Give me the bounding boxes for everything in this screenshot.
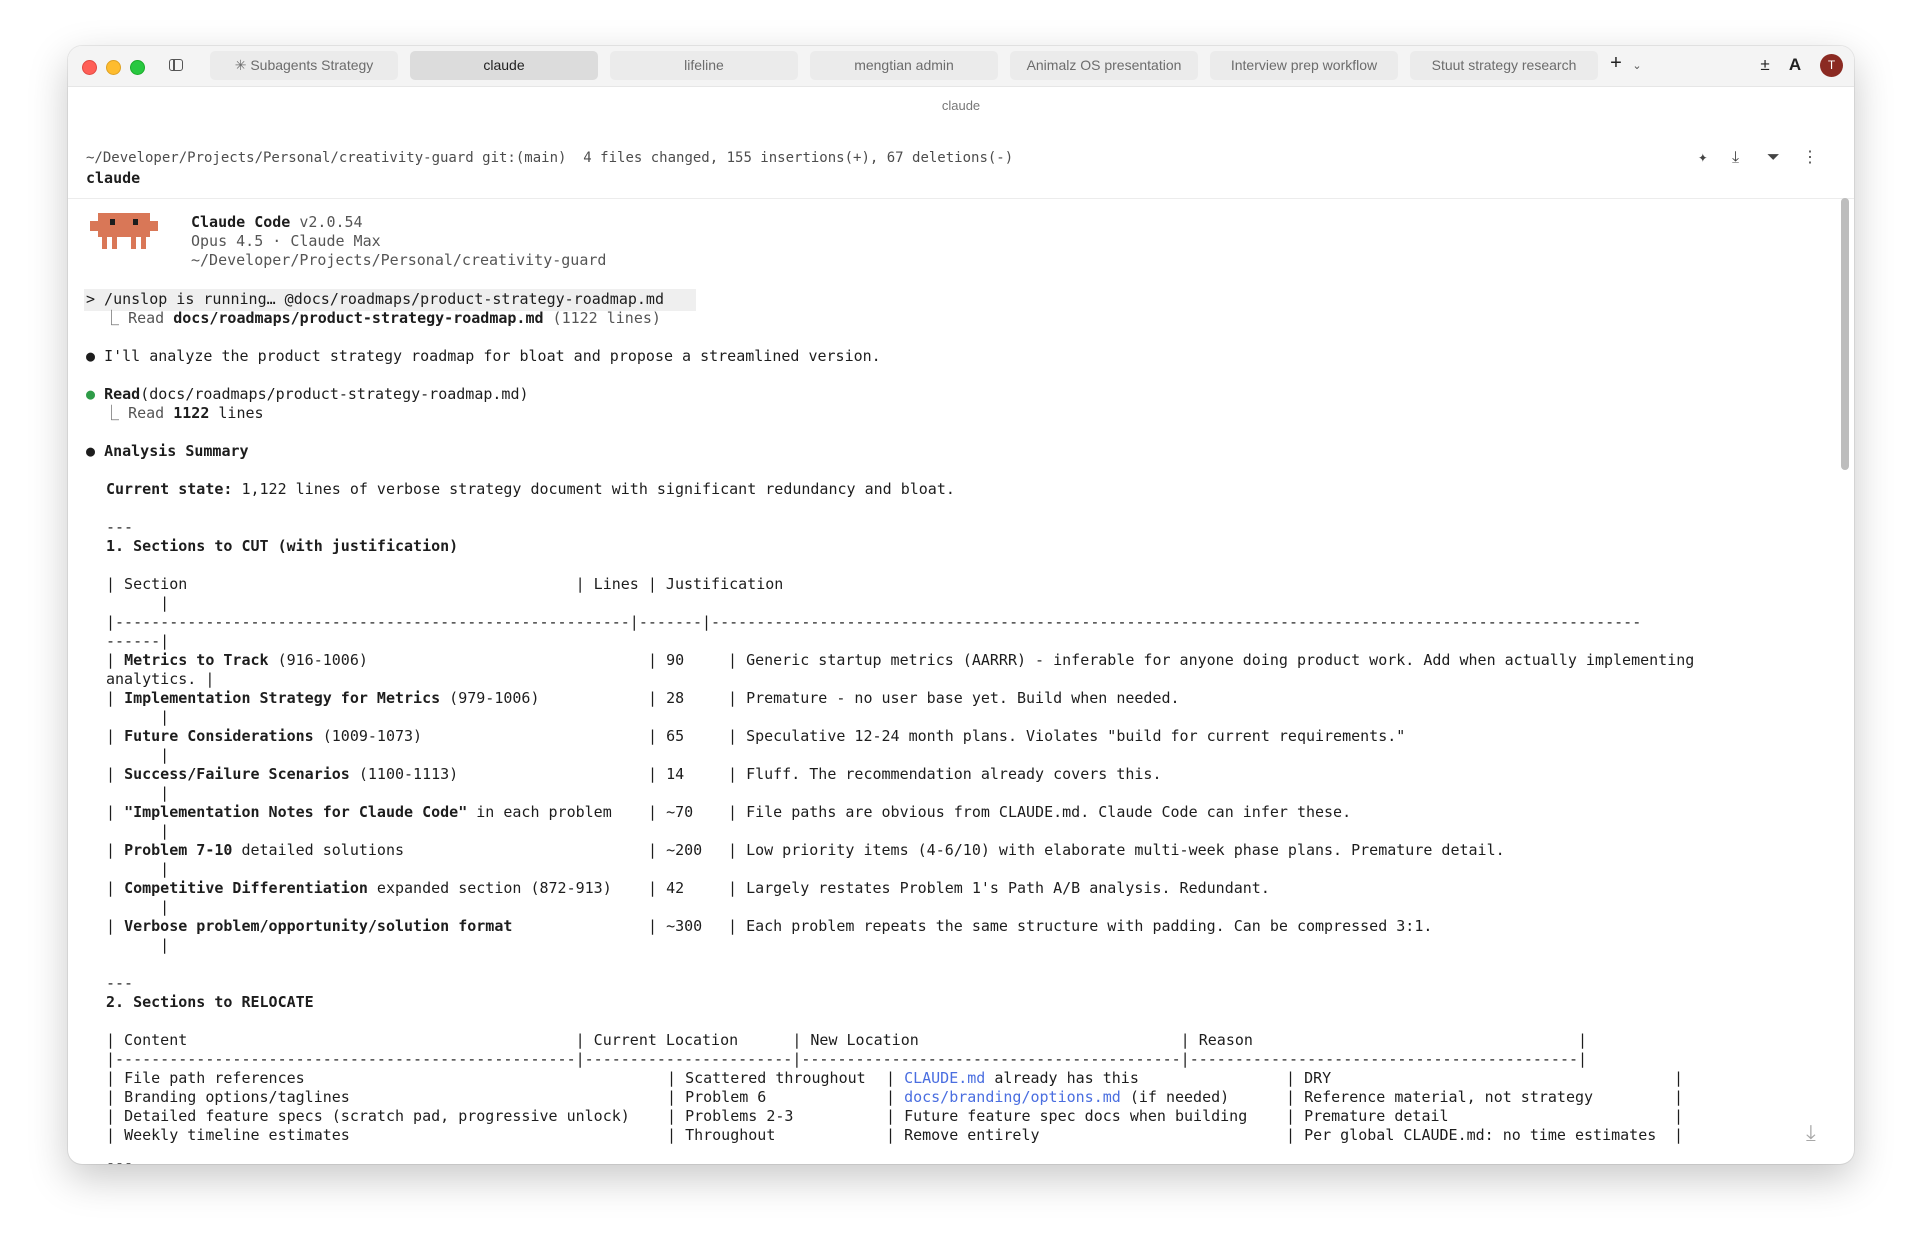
cut-table-header-tail: | — [106, 594, 170, 612]
upload-download-icon[interactable]: ± — [1760, 55, 1770, 74]
row-current-text: Throughout — [685, 1126, 776, 1144]
assistant-message — [86, 347, 881, 366]
row-lines: | ~70 — [648, 803, 694, 821]
working-directory-path: ~/Developer/Projects/Personal/creativity-guard git:(main) 4 files changed, 155 insertions(+), 67 deletions(-) — [86, 150, 1014, 166]
row-section-rest: (1009-1073) — [313, 727, 423, 745]
bullet-icon: ● — [86, 347, 105, 365]
tool-args: (docs/roadmaps/product-strategy-roadmap.md) — [140, 385, 529, 403]
tool-result — [86, 404, 264, 423]
table-row: | Verbose problem/opportunity/solution format — [106, 917, 513, 935]
row-tail: | — [106, 860, 170, 878]
row-reason-text: DRY — [1304, 1069, 1332, 1087]
row-new-link[interactable]: CLAUDE.md — [904, 1069, 986, 1087]
download-icon[interactable]: ⤓ — [1732, 147, 1740, 166]
read-file: docs/roadmaps/product-strategy-roadmap.md — [173, 309, 544, 327]
table-row: | Future Considerations (1009-1073) — [106, 727, 423, 745]
row-justification-text: Largely restates Problem 1's Path A/B analysis. Redundant. — [746, 879, 1270, 897]
row-justification: | Low priority items (4-6/10) with elaborate multi-week phase plans. Premature detail. — [728, 841, 1505, 859]
row-justification-text: Generic startup metrics (AARRR) - inferable for anyone doing product work. Add when actually implementing — [746, 651, 1695, 669]
row-reason: | Reference material, not strategy — [1286, 1088, 1594, 1106]
tool-result-count: 1122 — [173, 404, 210, 422]
tab-animalz-os[interactable]: Animalz OS presentation — [1010, 51, 1198, 80]
read-suffix: (1122 lines) — [543, 309, 661, 327]
table-row: | Detailed feature specs (scratch pad, progressive unlock) — [106, 1107, 630, 1125]
summary-heading — [86, 442, 249, 461]
row-new-rest: Future feature spec docs when building — [904, 1107, 1248, 1125]
read-prefix: ⎿ Read — [86, 309, 174, 327]
relocate-table-rule: |---------------------------------------------------|-----------------------|------------------------------------------|-------------------------------------------| — [106, 1050, 1588, 1068]
current-state-text: 1,122 lines of verbose strategy document with significant redundancy and bloat. — [232, 480, 955, 498]
row-justification-text: Each problem repeats the same structure with padding. Can be compressed 3:1. — [746, 917, 1433, 935]
row-lines: | 14 — [648, 765, 685, 783]
row-current-text: Scattered throughout — [685, 1069, 866, 1087]
current-state — [106, 480, 955, 499]
table-row: | File path references — [106, 1069, 305, 1087]
row-new-location: | docs/branding/options.md (if needed) — [886, 1088, 1230, 1106]
bullet-icon: ● — [86, 442, 105, 460]
tab-lifeline[interactable]: lifeline — [610, 51, 798, 80]
row-new-location: | CLAUDE.md already has this — [886, 1069, 1139, 1087]
row-lines-value: ~70 — [666, 803, 694, 821]
row-content: Branding options/taglines — [124, 1088, 350, 1106]
row-section-rest: (1100-1113) — [349, 765, 459, 783]
row-lines-value: 28 — [666, 689, 685, 707]
row-content: File path references — [124, 1069, 305, 1087]
row-content: Weekly timeline estimates — [124, 1126, 350, 1144]
row-section-bold: Success/Failure Scenarios — [124, 765, 350, 783]
tab-stuut-strategy[interactable]: Stuut strategy research — [1410, 51, 1598, 80]
plus-icon[interactable]: + — [1610, 52, 1622, 74]
row-tail: | — [106, 708, 170, 726]
row-new-link[interactable]: docs/branding/options.md — [904, 1088, 1121, 1106]
cut-table-rule: |---------------------------------------------------------|-------|------------------------------------------------------------------------------------------------------- — [106, 613, 1642, 631]
row-new-rest: Remove entirely — [904, 1126, 1040, 1144]
summary-title: Analysis Summary — [104, 442, 249, 460]
row-current-location: | Problem 6 — [667, 1088, 767, 1106]
row-reason: | Per global CLAUDE.md: no time estimates — [1286, 1126, 1657, 1144]
session-name: claude — [86, 169, 141, 187]
table-row: | Problem 7-10 detailed solutions — [106, 841, 405, 859]
row-current-location: | Throughout — [667, 1126, 776, 1144]
table-row: | Metrics to Track (916-1006) — [106, 651, 368, 669]
tool-result-prefix: ⎿ Read — [86, 404, 174, 422]
row-section-bold: Verbose problem/opportunity/solution format — [124, 917, 513, 935]
success-dot-icon: ● — [86, 385, 105, 403]
row-lines-value: 14 — [666, 765, 685, 783]
row-current-location: | Scattered throughout — [667, 1069, 866, 1087]
row-reason: | Premature detail — [1286, 1107, 1449, 1125]
row-lines: | 65 — [648, 727, 685, 745]
anthropic-logo-icon[interactable]: A — [1788, 55, 1802, 74]
row-justification-text: File paths are obvious from CLAUDE.md. Claude Code can infer these. — [746, 803, 1352, 821]
row-reason-text: Reference material, not strategy — [1304, 1088, 1594, 1106]
row-lines-value: 42 — [666, 879, 685, 897]
row-justification: | Speculative 12-24 month plans. Violates "build for current requirements." — [728, 727, 1406, 745]
divider-3: --- — [106, 1154, 134, 1164]
tool-call — [86, 385, 529, 404]
tab-subagents-strategy[interactable]: ✳ Subagents Strategy — [210, 51, 398, 80]
row-current-text: Problem 6 — [685, 1088, 767, 1106]
claude-mascot-icon — [90, 207, 158, 251]
window-title: claude — [941, 98, 981, 113]
cut-table-header: | Section | Lines | Justification — [106, 575, 784, 593]
more-options-icon[interactable]: ⋮ — [1802, 147, 1818, 166]
divider-2: --- — [106, 974, 134, 992]
row-lines-value: 90 — [666, 651, 685, 669]
row-tail: | — [106, 898, 170, 916]
row-lines: | 42 — [648, 879, 685, 897]
row-tail: | — [106, 746, 170, 764]
row-reason-text: Per global CLAUDE.md: no time estimates — [1304, 1126, 1657, 1144]
row-current-text: Problems 2-3 — [685, 1107, 794, 1125]
row-justification: | Each problem repeats the same structure with padding. Can be compressed 3:1. — [728, 917, 1433, 935]
row-lines-value: ~300 — [666, 917, 703, 935]
row-justification-text: Low priority items (4-6/10) with elaborate multi-week phase plans. Premature detail. — [746, 841, 1505, 859]
row-tail: | — [106, 822, 170, 840]
row-lines: | 28 — [648, 689, 685, 707]
row-new-rest: (if needed) — [1120, 1088, 1230, 1106]
row-content: Detailed feature specs (scratch pad, progressive unlock) — [124, 1107, 630, 1125]
assistant-message-text: I'll analyze the product strategy roadmap for bloat and propose a streamlined version. — [104, 347, 881, 365]
table-row: | Implementation Strategy for Metrics (979-1006) — [106, 689, 540, 707]
row-justification-text: Speculative 12-24 month plans. Violates "build for current requirements." — [746, 727, 1406, 745]
row-justification-text: Premature - no user base yet. Build when needed. — [746, 689, 1180, 707]
tool-name: Read — [104, 385, 141, 403]
row-lines: | 90 — [648, 651, 685, 669]
table-row: | Weekly timeline estimates — [106, 1126, 350, 1144]
app-version: v2.0.54 — [299, 213, 363, 231]
row-tail: | — [106, 784, 170, 802]
row-justification: | Largely restates Problem 1's Path A/B analysis. Redundant. — [728, 879, 1270, 897]
chevron-down-icon[interactable]: ⌄ — [1632, 60, 1642, 72]
sparkle-icon[interactable]: ✦ — [1698, 147, 1708, 166]
row-section-bold: Metrics to Track — [124, 651, 269, 669]
row-end-pipe: | — [1674, 1088, 1684, 1106]
cut-table-rule-tail: ------| — [106, 632, 170, 650]
row-justification: | Fluff. The recommendation already covers this. — [728, 765, 1162, 783]
row-end-pipe: | — [1674, 1126, 1684, 1144]
banner-cwd: ~/Developer/Projects/Personal/creativity-guard — [191, 251, 607, 269]
scrollbar-thumb[interactable] — [1841, 198, 1849, 470]
app-name: Claude Code — [191, 213, 291, 231]
row-section-rest: in each problem — [467, 803, 612, 821]
row-new-location: | Remove entirely — [886, 1126, 1040, 1144]
row-lines: | ~300 — [648, 917, 703, 935]
row-lines: | ~200 — [648, 841, 703, 859]
table-row: | "Implementation Notes for Claude Code" in each problem — [106, 803, 612, 821]
row-section-bold: Problem 7-10 — [124, 841, 233, 859]
table-row: | Competitive Differentiation expanded section (872-913) — [106, 879, 612, 897]
row-tail: analytics. | — [106, 670, 215, 688]
tab-claude[interactable]: claude — [410, 51, 598, 80]
table-row: | Branding options/taglines — [106, 1088, 350, 1106]
tool-result-suffix: lines — [209, 404, 264, 422]
scroll-to-bottom-icon[interactable]: ⤓ — [1806, 1121, 1816, 1146]
tab-mengtian-admin[interactable]: mengtian admin — [810, 51, 998, 80]
row-section-bold: Competitive Differentiation — [124, 879, 368, 897]
terminal-window — [68, 46, 1854, 1164]
section-1-title: 1. Sections to CUT (with justification) — [106, 537, 459, 555]
row-section-rest: detailed solutions — [232, 841, 405, 859]
banner-title — [191, 213, 363, 232]
row-section-rest: (979-1006) — [440, 689, 540, 707]
row-new-location: | Future feature spec docs when building — [886, 1107, 1248, 1125]
command-prompt: > /unslop is running… @docs/roadmaps/product-strategy-roadmap.md — [86, 290, 664, 308]
row-end-pipe: | — [1674, 1069, 1684, 1087]
row-section-bold: Implementation Strategy for Metrics — [124, 689, 441, 707]
filter-icon[interactable]: ⏷ — [1767, 147, 1780, 166]
row-section-rest: expanded section (872-913) — [367, 879, 612, 897]
row-current-location: | Problems 2-3 — [667, 1107, 794, 1125]
row-reason: | DRY — [1286, 1069, 1332, 1087]
banner-model: Opus 4.5 · Claude Max — [191, 232, 381, 250]
row-section-rest: (916-1006) — [268, 651, 368, 669]
relocate-table-header: | Content | Current Location | New Location | Reason | — [106, 1031, 1588, 1049]
row-justification: | Generic startup metrics (AARRR) - inferable for anyone doing product work. Add when actually implementing — [728, 651, 1695, 669]
row-new-rest: already has this — [985, 1069, 1139, 1087]
row-section-bold: "Implementation Notes for Claude Code" — [124, 803, 468, 821]
read-result — [86, 309, 661, 328]
table-row: | Success/Failure Scenarios (1100-1113) — [106, 765, 459, 783]
row-section-bold: Future Considerations — [124, 727, 314, 745]
row-justification: | File paths are obvious from CLAUDE.md. Claude Code can infer these. — [728, 803, 1352, 821]
row-tail: | — [106, 936, 170, 954]
row-end-pipe: | — [1674, 1107, 1684, 1125]
current-state-label: Current state: — [106, 480, 233, 498]
header-divider — [68, 198, 1854, 199]
row-lines-value: ~200 — [666, 841, 703, 859]
divider-1: --- — [106, 518, 134, 536]
row-reason-text: Premature detail — [1304, 1107, 1449, 1125]
row-justification: | Premature - no user base yet. Build when needed. — [728, 689, 1180, 707]
section-2-title: 2. Sections to RELOCATE — [106, 993, 314, 1011]
tab-interview-prep[interactable]: Interview prep workflow — [1210, 51, 1398, 80]
terminal-content[interactable] — [68, 46, 1854, 1164]
avatar[interactable]: T — [1820, 54, 1843, 77]
row-lines-value: 65 — [666, 727, 685, 745]
row-justification-text: Fluff. The recommendation already covers this. — [746, 765, 1162, 783]
